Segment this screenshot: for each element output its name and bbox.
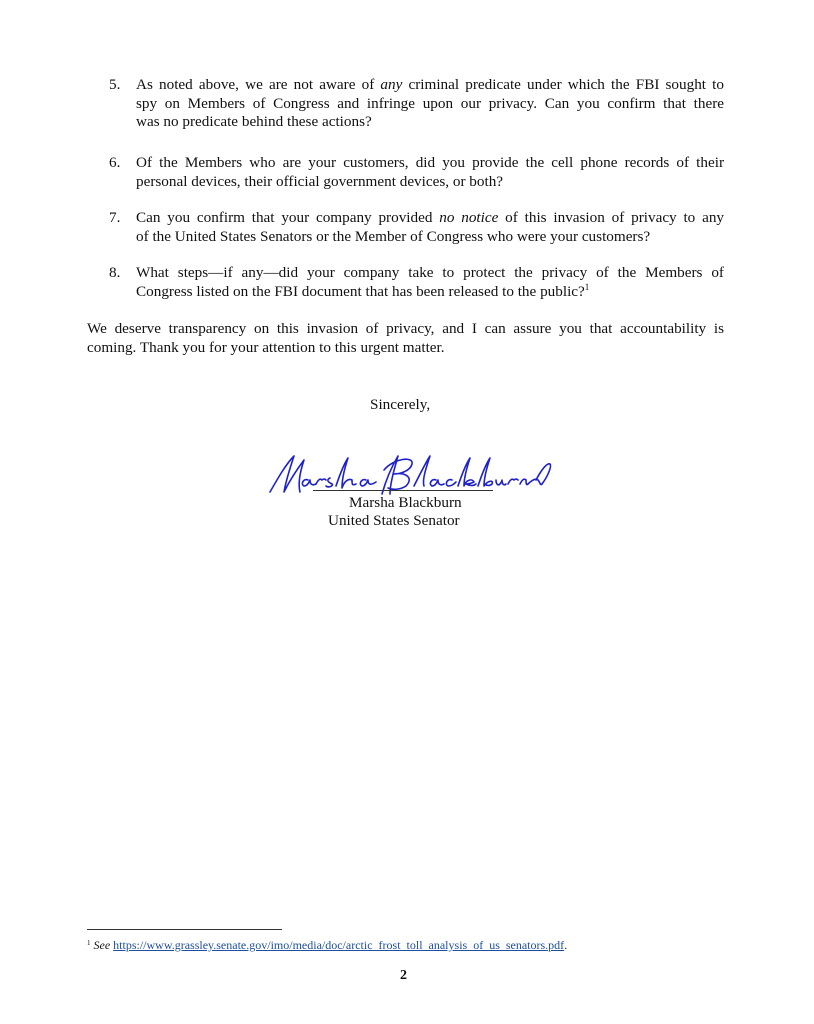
signatory-name: Marsha Blackburn <box>349 494 462 511</box>
footnote-reference: 1 <box>584 281 590 292</box>
item-line: was no predicate behind these actions? <box>136 113 372 130</box>
emphasis: no notice <box>439 209 499 226</box>
footnote-period: . <box>564 938 568 952</box>
signatory-title: United States Senator <box>328 512 460 529</box>
item-text <box>136 154 724 191</box>
item-line: As noted above, we are not aware of any criminal predicate under which the FBI sought to <box>136 76 724 93</box>
item-line: Of the Members who are your customers, did you provide the cell phone records of their <box>136 154 724 171</box>
item-text <box>136 209 724 246</box>
item-line: personal devices, their official government devices, or both? <box>136 172 504 190</box>
item-line: Can you confirm that your company provided no notice of this invasion of privacy to any <box>136 209 725 226</box>
closing-salutation: Sincerely, <box>370 396 431 413</box>
footnote-link[interactable]: https://www.grassley.senate.gov/imo/media/doc/arctic_frost_toll_analysis_of_us_senators.pdf <box>113 938 565 952</box>
item-line: Congress listed on the FBI document that has been released to the public?$^1$ <box>136 281 590 300</box>
item-line: What steps—if any—did your company take to protect the privacy of the Members of <box>136 264 724 281</box>
item-number: 7. <box>109 209 121 226</box>
item-number: 5. <box>109 76 121 93</box>
footnote <box>87 938 567 952</box>
signature-line <box>313 490 493 491</box>
footnote-see: See <box>93 938 111 952</box>
footnote-separator <box>87 929 282 930</box>
item-line: of the United States Senators or the Member of Congress who were your customers? <box>136 227 651 245</box>
item-line: spy on Members of Congress and infringe upon our privacy. Can you confirm that there <box>136 94 724 112</box>
item-number: 8. <box>109 264 121 281</box>
item-text <box>136 76 724 132</box>
item-number: 6. <box>109 154 121 171</box>
paragraph-line: We deserve transparency on this invasion of privacy, and I can assure you that accountability is <box>87 320 724 337</box>
emphasis: any <box>380 76 403 93</box>
page-number: 2 <box>400 968 407 983</box>
item-text <box>136 264 724 301</box>
paragraph-line: coming. Thank you for your attention to this urgent matter. <box>87 338 445 356</box>
closing-paragraph <box>87 320 724 357</box>
footnote-marker: 1 <box>87 939 91 947</box>
